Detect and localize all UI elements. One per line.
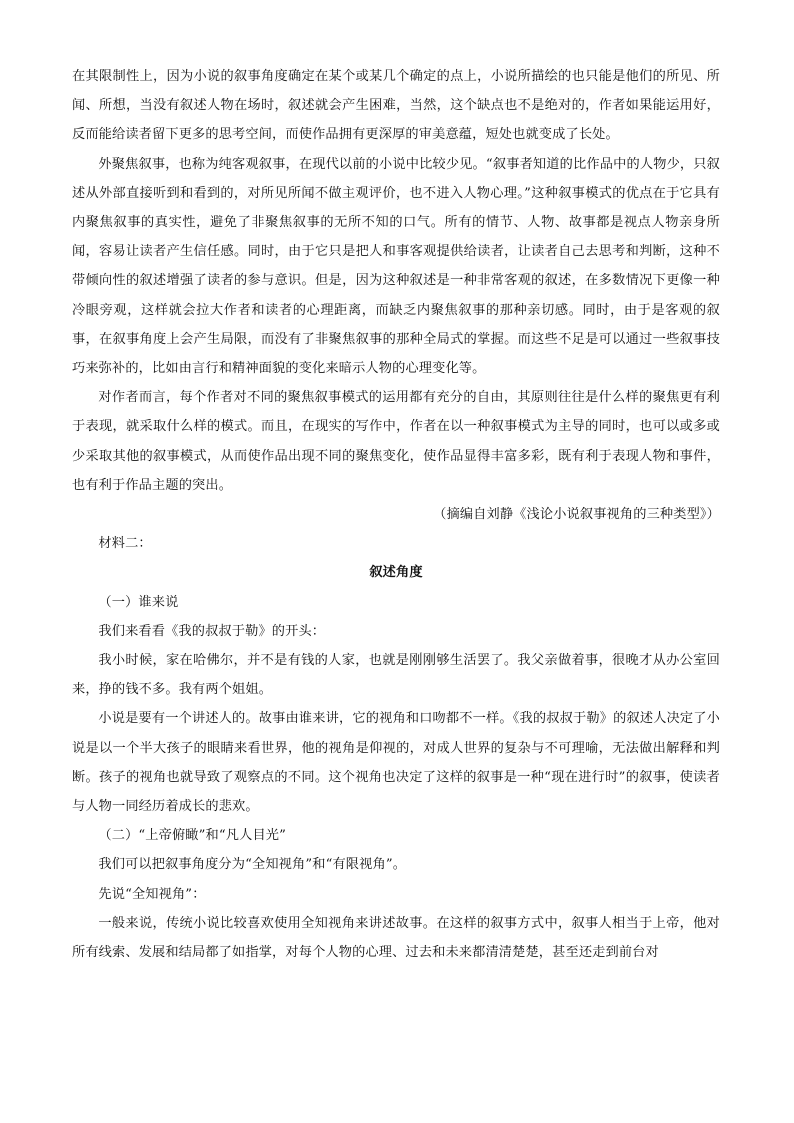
paragraph-limitations-cont: 在其限制性上，因为小说的叙事角度确定在某个或某几个确定的点上，小说所描绘的也只能是他们的所见、所闻、所想，当没有叙述人物在场时，叙述就会产生困难，当然，这个缺点也不是绝对的，作者如果能运用好，反而能给读者留下更多的思考空间，而使作品拥有更深厚的审美意蕴，短处也就变成了长处。 <box>72 69 720 143</box>
paragraph-omniscient-detail: 一般来说，传统小说比较喜欢使用全知视角来讲述故事。在这样的叙事方式中，叙事人相当于上帝，他对所有线索、发展和结局都了如指掌，对每个人物的心理、过去和未来都清清楚楚，甚至还走到前台对 <box>72 915 720 961</box>
paragraph-omniscient-intro: 先说“全知视角”： <box>98 886 206 902</box>
paragraph-author-freedom: 对作者而言，每个作者对不同的聚焦叙事模式的运用都有充分的自由，其原则往往是什么样的聚焦更有利于表现，就采取什么样的模式。而且，在现实的写作中，作者在以一种叙事模式为主导的同时，也可以或多或少采取其他的叙事模式，从而使作品出现不同的聚焦变化，使作品显得丰富多彩，既有利于表现人物和事件，也有利于作品主题的突出。 <box>72 390 720 493</box>
paragraph-narrator-analysis: 小说是要有一个讲述人的。故事由谁来讲，它的视角和口吻都不一样。《我的叔叔于勒》的叙述人决定了小说是以一个半大孩子的眼睛来看世界，他的视角是仰视的，对成人世界的复杂与不可理喻，无法做出解释和判断。孩子的视角也就导致了观察点的不同。这个视角也决定了这样的叙事是一种“现在进行时”的叙事，使读者与人物一同经历着成长的悲欢。 <box>72 711 720 815</box>
paragraph-external-focalization: 外聚焦叙事，也称为纯客观叙事，在现代以前的小说中比较少见。“叙事者知道的比作品中的人物少，只叙述从外部直接听到和看到的，对所见所闻不做主观评价，也不进入人物心理。”这种叙事模式的优点在于它具有内聚焦叙事的真实性，避免了非聚焦叙事的无所不知的口气。所有的情节、人物、故事都是视点人物亲身所闻，容易让读者产生信任感。同时，由于它只是把人和事客观提供给读者，让读者自己去思考和判断，这种不带倾向性的叙述增强了读者的参与意识。但是，因为这种叙述是一种非常客观的叙述，在多数情况下更像一种冷眼旁观，这样就会拉大作者和读者的心理距离，而缺乏内聚焦叙事的那种亲切感。同时，由于是客观的叙事，在叙事角度上会产生局限，而没有了非聚焦叙事的那种全局式的掌握。而这些不足是可以通过一些叙事技巧来弥补的，比如由言行和精神面貌的变化来暗示人物的心理变化等。 <box>72 156 720 377</box>
heading-god-vs-mortal: （二）“上帝俯瞰”和“凡人目光” <box>98 828 287 844</box>
material1-body <box>72 62 720 967</box>
paragraph-example-intro: 我们来看看《我的叔叔于勒》的开头： <box>98 623 326 639</box>
paragraph-quote-opening: 我小时候，家在哈佛尔，并不是有钱的人家，也就是刚刚够生活罢了。我父亲做着事，很晚才从办公室回来，挣的钱不多。我有两个姐姐。 <box>72 653 720 698</box>
source-citation: （摘编自刘静《浅论小说叙事视角的三种类型》） <box>433 507 720 523</box>
material2-label: 材料二： <box>98 536 152 552</box>
section-title: 叙述角度 <box>369 565 423 581</box>
heading-who-narrates: （一）谁来说 <box>98 594 179 610</box>
paragraph-perspective-types: 我们可以把叙事角度分为“全知视角”和“有限视角”。 <box>98 857 407 873</box>
